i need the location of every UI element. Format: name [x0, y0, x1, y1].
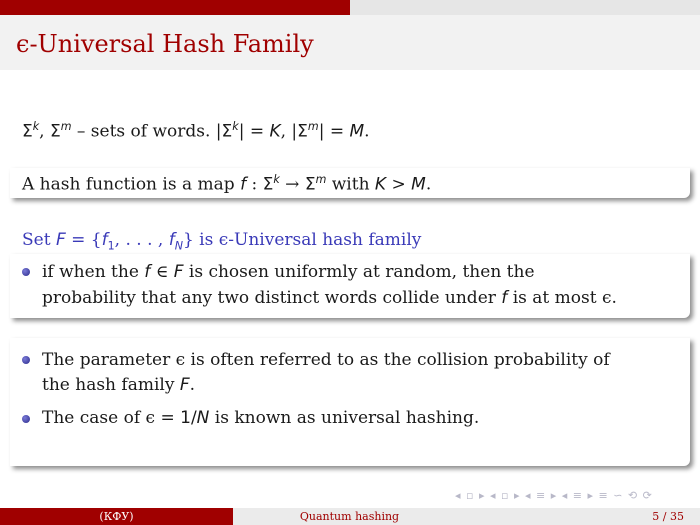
var-F: F — [173, 262, 184, 282]
colon: : — [246, 174, 263, 195]
remark-bullet-1-line-2 — [42, 373, 195, 397]
hash-function-line — [22, 173, 431, 195]
subscript-1: 1 — [107, 239, 115, 253]
navigation-symbols[interactable]: ◂ ▫ ▸ ◂ ▫ ▸ ◂ ≡ ▸ ◂ ≡ ▸ ≡ ∽ ⟲ ⟳ — [455, 489, 653, 502]
period: . — [364, 121, 370, 142]
var-F: F — [55, 230, 66, 250]
var-M: M — [349, 121, 365, 142]
sets-text: – sets of words. | — [71, 121, 222, 142]
text: the hash family — [42, 375, 180, 395]
page-number: 5 / 35 — [652, 510, 684, 523]
subscript-N: N — [174, 239, 183, 253]
comma: , | — [280, 121, 298, 142]
set-text: Set — [22, 230, 56, 250]
remark-bullet-2 — [42, 406, 479, 430]
bullet-icon — [22, 268, 30, 276]
definition-block-title — [22, 230, 421, 252]
frame-title: ϵ-Universal Hash Family — [16, 30, 314, 58]
hash-text: A hash function is a map — [22, 174, 241, 195]
var-f: f — [501, 288, 508, 308]
header-bar-left — [0, 0, 350, 15]
sigma-symbol: Σ — [262, 174, 274, 195]
definition-bullet-line-1 — [42, 260, 535, 284]
footer-author: (КФУ) — [0, 508, 233, 525]
comma: , — [39, 121, 50, 142]
var-f: f — [144, 262, 151, 282]
superscript-k: k — [273, 173, 280, 186]
var-N: N — [196, 408, 210, 428]
title-post-text: is ϵ-Universal hash family — [193, 230, 422, 250]
superscript-m: m — [60, 120, 72, 133]
sigma-symbol: Σ — [297, 121, 308, 142]
greater-than: > — [386, 174, 412, 195]
with-text: with — [326, 174, 375, 195]
sigma-symbol: Σ — [49, 121, 61, 142]
bullet-icon — [22, 356, 30, 364]
footer-title: Quantum hashing — [233, 508, 466, 525]
var-F: F — [179, 375, 190, 395]
text: probability that any two distinct words collide under — [42, 288, 502, 308]
superscript-k: k — [32, 120, 40, 133]
superscript-m: m — [315, 173, 327, 186]
text: is known as universal hashing. — [209, 408, 480, 428]
var-f: f — [101, 230, 108, 250]
ellipsis: , . . . , — [114, 230, 169, 250]
var-K: K — [374, 174, 387, 195]
text: is chosen uniformly at random, then the — [183, 262, 535, 282]
footer-page — [466, 508, 700, 525]
equals: | = — [238, 121, 270, 142]
slash: / — [190, 408, 197, 428]
sigma-symbol: Σ — [22, 121, 33, 142]
period: . — [425, 174, 432, 195]
sigma-symbol: Σ — [304, 174, 316, 195]
period: . — [189, 375, 196, 395]
number-1: 1 — [180, 408, 191, 428]
var-K: K — [269, 121, 281, 142]
superscript-k: k — [232, 120, 239, 133]
text: if when the — [42, 262, 145, 282]
sets-definition-line — [22, 120, 370, 142]
sigma-symbol: Σ — [221, 121, 233, 142]
superscript-m: m — [307, 120, 319, 133]
arrow-icon: → — [279, 174, 305, 195]
text: is at most ϵ. — [507, 288, 617, 308]
element-of: ∈ — [150, 262, 174, 282]
var-f: f — [240, 174, 247, 195]
definition-bullet-line-2 — [42, 286, 617, 310]
close-brace: } — [182, 230, 194, 250]
remark-bullet-1-line-1: The parameter ϵ is often referred to as the collision probability of — [42, 350, 610, 370]
var-f: f — [168, 230, 175, 250]
equals-brace: = { — [65, 230, 102, 250]
header-bar-right — [350, 0, 700, 15]
var-M: M — [411, 174, 426, 195]
equals: | = — [318, 121, 350, 142]
bullet-icon — [22, 415, 30, 423]
text: The case of ϵ = — [42, 408, 181, 428]
